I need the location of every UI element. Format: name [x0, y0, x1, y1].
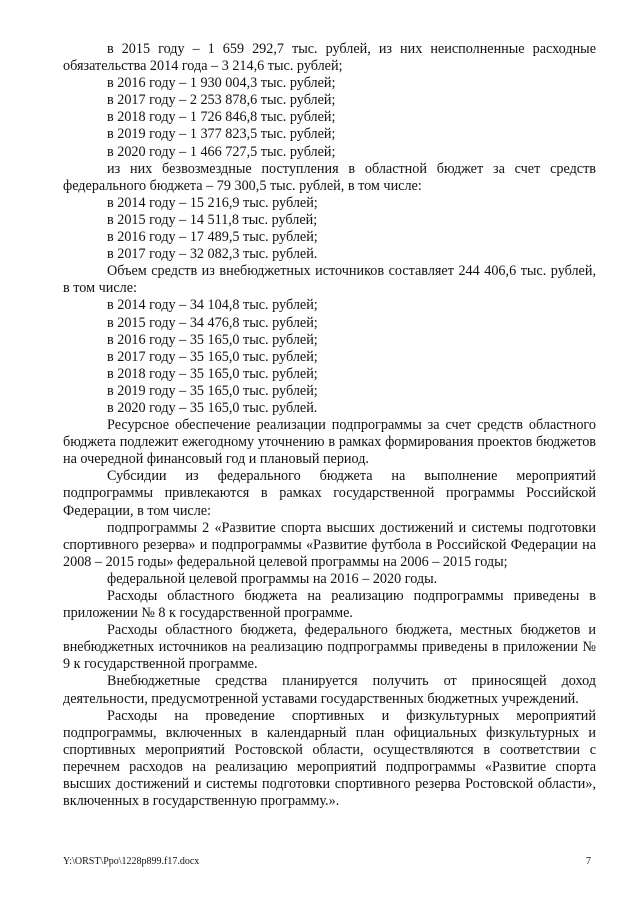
list-line: в 2016 году – 35 165,0 тыс. рублей; [107, 331, 318, 348]
paragraph: Расходы областного бюджета на реализацию подпрограммы приведены в приложении № 8 к государственной программе. [63, 588, 596, 622]
list-line: в 2018 году – 1 726 846,8 тыс. рублей; [107, 109, 336, 126]
paragraph: Внебюджетные средства планируется получить от приносящей доход деятельности, предусмотренной уставами государственных бюджетных учреждений. [63, 673, 596, 707]
paragraph: подпрограммы 2 «Развитие спорта высших достижений и системы подготовки спортивного резерва» и подпрограммы «Развитие футбола в Российской Федерации на 2008 – 2015 годы» федеральной целевой программы на 2006 – 2015 годы; [63, 519, 596, 570]
list-line: в 2017 году – 32 082,3 тыс. рублей. [107, 246, 318, 263]
list-line: в 2016 году – 1 930 004,3 тыс. рублей; [107, 75, 336, 92]
list-line: в 2014 году – 34 104,8 тыс. рублей; [107, 297, 318, 314]
list-line: в 2018 году – 35 165,0 тыс. рублей; [107, 365, 318, 382]
list-line: в 2020 году – 1 466 727,5 тыс. рублей; [107, 143, 336, 160]
list-line: в 2019 году – 35 165,0 тыс. рублей; [107, 382, 318, 399]
paragraph: федеральной целевой программы на 2016 – 2020 годы. [107, 570, 438, 587]
paragraph: Ресурсное обеспечение реализации подпрограммы за счет средств областного бюджета подлежит ежегодному уточнению в рамках формирования проектов бюджетов на очередной финансовый год и плановый период. [63, 417, 596, 468]
paragraph: Расходы областного бюджета, федерального бюджета, местных бюджетов и внебюджетных источников на реализацию подпрограммы приведены в приложении № 9 к государственной программе. [63, 622, 596, 673]
list-line: в 2017 году – 2 253 878,6 тыс. рублей; [107, 92, 336, 109]
document-body [63, 41, 596, 810]
footer-file-path: Y:\ORST\Ppo\1228p899.f17.docx [63, 856, 200, 867]
list-line: в 2017 году – 35 165,0 тыс. рублей; [107, 348, 318, 365]
list-line: в 2020 году – 35 165,0 тыс. рублей. [107, 399, 318, 416]
paragraph: Объем средств из внебюджетных источников составляет 244 406,6 тыс. рублей, в том числе: [63, 263, 596, 297]
list-line: в 2015 году – 34 476,8 тыс. рублей; [107, 314, 318, 331]
list-line: в 2014 году – 15 216,9 тыс. рублей; [107, 194, 318, 211]
page-number: 7 [586, 856, 591, 867]
paragraph: Расходы на проведение спортивных и физкультурных мероприятий подпрограммы, включенных в календарный план официальных физкультурных и спортивных мероприятий Ростовской области, осуществляются в соответствии с перечнем расходов на реализацию мероприятий подпрограммы «Развитие спорта высших достижений и системы подготовки спортивного резерва Ростовской области», включенных в государственную программу.». [63, 707, 596, 810]
list-line: в 2019 году – 1 377 823,5 тыс. рублей; [107, 126, 336, 143]
paragraph: в 2015 году – 1 659 292,7 тыс. рублей, из них неисполненные расходные обязательства 2014 года – 3 214,6 тыс. рублей; [63, 41, 596, 75]
paragraph: из них безвозмездные поступления в областной бюджет за счет средств федерального бюджета – 79 300,5 тыс. рублей, в том числе: [63, 160, 596, 194]
paragraph: Субсидии из федерального бюджета на выполнение мероприятий подпрограммы привлекаются в рамках государственной программы Российской Федерации, в том числе: [63, 468, 596, 519]
list-line: в 2016 году – 17 489,5 тыс. рублей; [107, 229, 318, 246]
list-line: в 2015 году – 14 511,8 тыс. рублей; [107, 211, 318, 228]
